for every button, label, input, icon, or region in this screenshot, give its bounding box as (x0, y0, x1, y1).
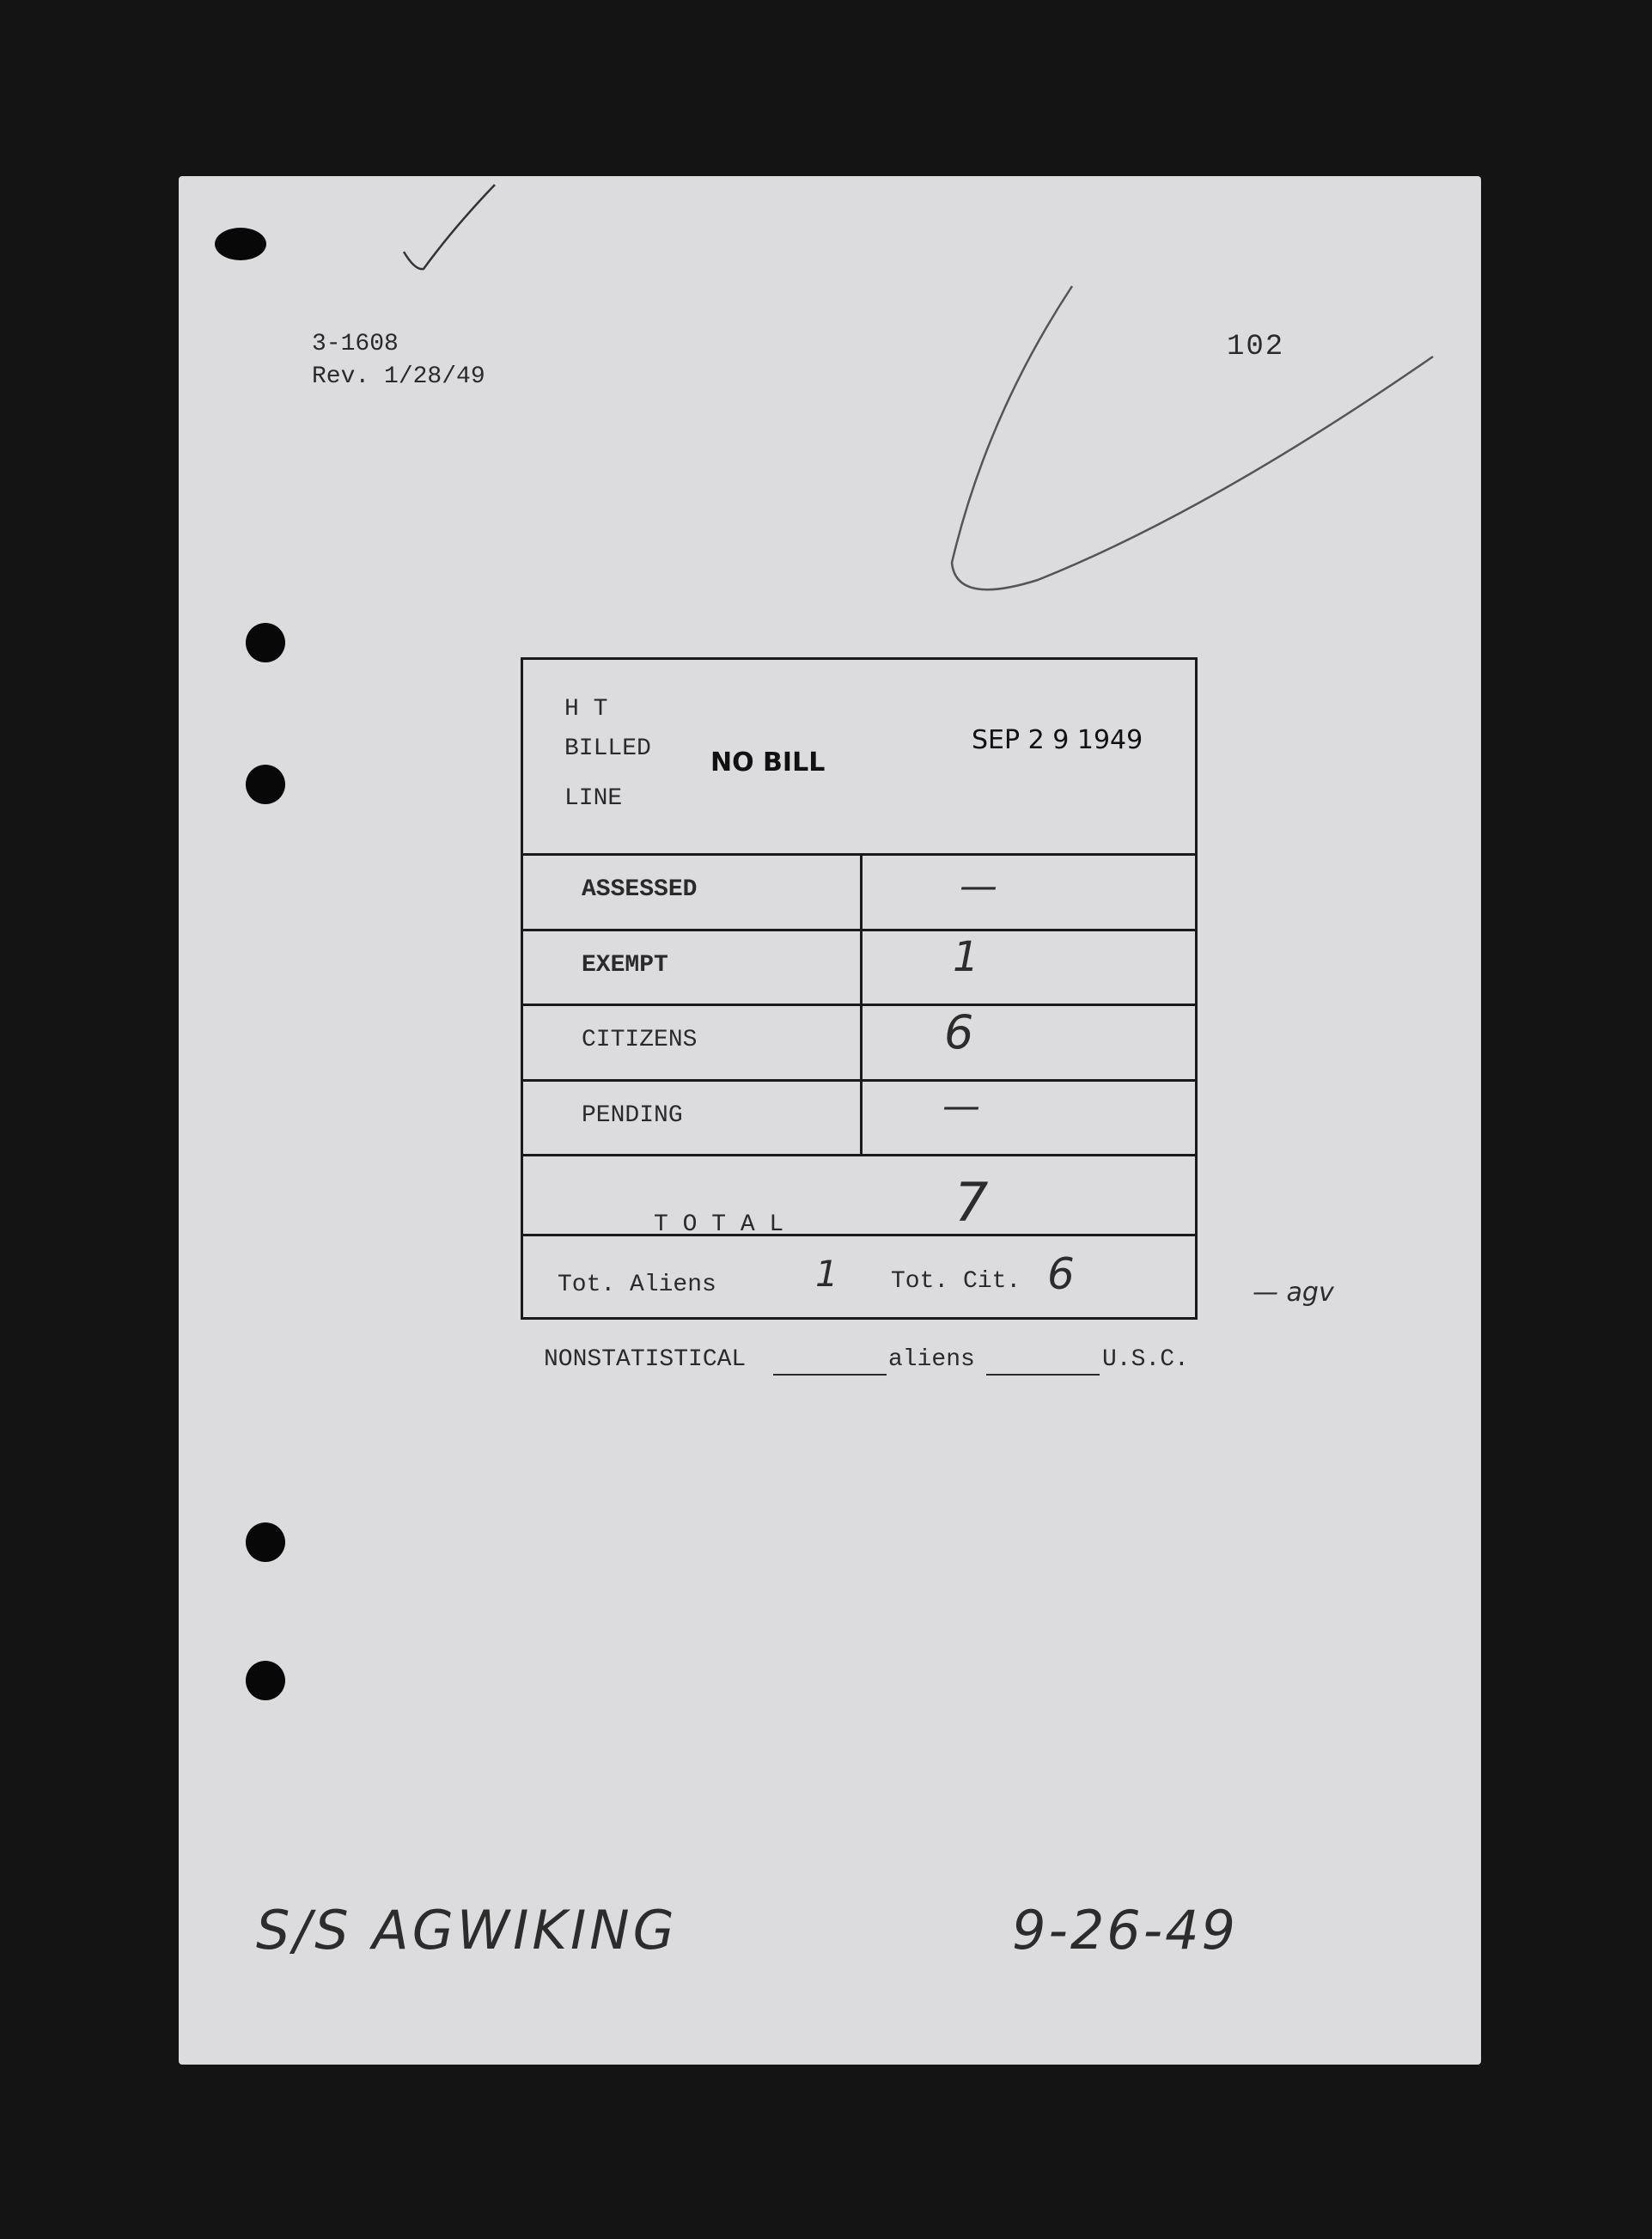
row-divider (523, 1079, 1195, 1082)
row-label-citizens: CITIZENS (582, 1027, 698, 1053)
form-number: 3-1608 (312, 331, 399, 357)
nonstat-aliens-label: aliens (888, 1346, 975, 1373)
date-stamp: SEP 2 9 1949 (972, 725, 1143, 755)
no-bill-stamp: NO BILL (710, 747, 826, 778)
total-label: T O T A L (654, 1211, 784, 1238)
line-label: LINE (564, 785, 623, 812)
total-value: 7 (954, 1171, 989, 1234)
nonstat-label: NONSTATISTICAL (544, 1346, 747, 1373)
row-divider (523, 929, 1195, 931)
nonstat-aliens-blank (773, 1374, 887, 1376)
row-divider (523, 1004, 1195, 1006)
vessel-name: S/S AGWIKING (256, 1899, 678, 1961)
document-page (179, 176, 1481, 2065)
nonstat-usc-label: U.S.C. (1102, 1346, 1189, 1373)
row-label-exempt: EXEMPT (582, 952, 668, 979)
row-value-pending: — (942, 1084, 980, 1128)
check-mark (404, 185, 495, 269)
total-aliens-value: 1 (815, 1253, 838, 1295)
total-cit-label: Tot. Cit. (891, 1268, 1021, 1295)
row-divider (523, 1234, 1195, 1236)
total-cit-value: 6 (1047, 1249, 1075, 1299)
row-value-exempt: 1 (953, 933, 979, 981)
nonstat-usc-blank (986, 1374, 1100, 1376)
arrival-date: 9-26-49 (1012, 1899, 1238, 1961)
row-divider (523, 853, 1195, 856)
row-divider (523, 1154, 1195, 1156)
row-label-pending: PENDING (582, 1102, 683, 1129)
row-value-assessed: — (960, 864, 997, 908)
page-number: 102 (1227, 331, 1285, 363)
record-table (521, 657, 1198, 1320)
initials: — agv (1253, 1278, 1334, 1308)
total-aliens-label: Tot. Aliens (558, 1272, 716, 1298)
row-value-citizens: 6 (944, 1005, 974, 1059)
form-revision: Rev. 1/28/49 (312, 363, 485, 390)
pencil-swoosh (952, 286, 1433, 589)
billed-label: BILLED (564, 735, 651, 762)
ht-label: H T (564, 696, 608, 723)
row-label-assessed: ASSESSED (582, 876, 698, 903)
